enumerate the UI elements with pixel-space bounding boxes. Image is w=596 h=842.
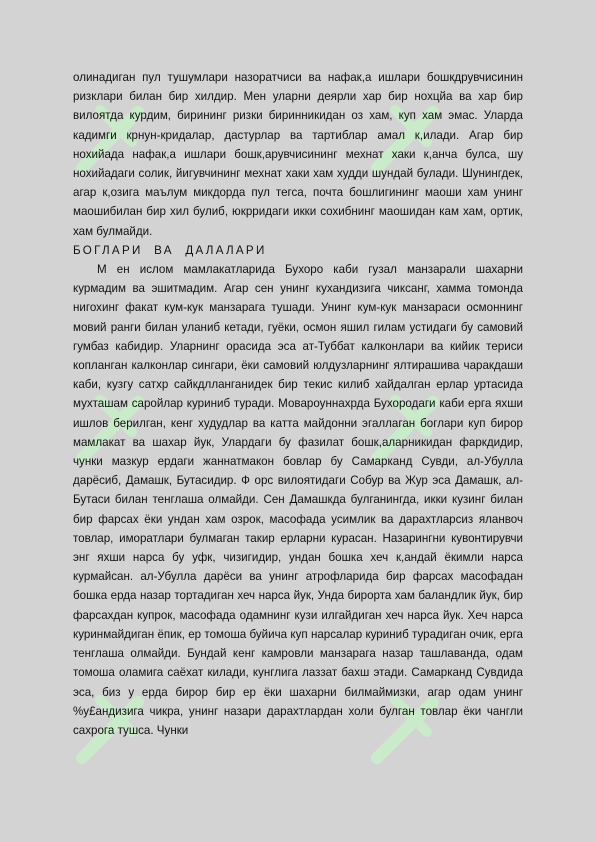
paragraph-2: М ен ислом мамлакатларида Бухоро каби гузал манзарали шахарни курмадим ва эшитмадим. Агар сен унинг кухандизига чиксанг, хамма томонда нигохинг факат кум-кук манзарага тушади. Унинг кум-кук манзараси осмоннинг мовий ранги билан уланиб кетади, гуёки, осмон яшил гилам устидаги бу самовий гумбаз кабидир. Уларнинг орасида эса ат-Туббат калконлари ва кийик териси копланган калконлар сингари, ёки самовий юлдузларнинг ялтирашива чаракдаши каби, кузгу сатхр сайкдлланганидек бир текис килиб хайдалган ерлар уртасида мухташам саройлар куриниб туради. Мовароуннахрда Бухородаги каби ерга яхши ишлов берилган, кенг худудлар ва катта майдонни эгаллаган боглари куп бирор мамлакат ва шахар йук, Улардаги бу фазилат бошк,аларникидан фаркдидир, чунки мазкур ердаги жаннатмакон бовлар бу Самарканд Сувди, ал-Убулла дарёсиб, Дамашк, Бутасидир. Ф орс вилоятидаги Собур ва Жур эса Дамашк, ал-Бутаси билан тенглаша олмайди. Сен Дамашкда булганингда, икки кузинг билан бир фарсах ёки ундан хам озрок, масофада усимлик ва дарахтларсиз яланвоч товлар, иморатлари булмаган такир ерларни курасан. Назарингни кувонтирувчи энг яхши нарса бу уфк, чизигидир, ундан бошка хеч к,андай ёкимли нарса курмайсан. ал-Убулла дарёси ва унинг атрофларида бир фарсах масофадан бошка ерда назар тортадиган хеч нарса йук, Унда бирорта хам баландлик йук, бир фарсахдан купрок, масофада одамнинг кузи илгайдиган хеч нарса йук. Хеч нарса куринмайдиган ёпик, ер томоша буйича куп нарсалар куриниб турадиган очик, ерга тенглаша олмайди. Бундай кенг камровли манзарага назар ташлаванда, одам томоша оламига саёхат килади, кунглига лаззат бахш этади. Самарканд Сувдида эса, биз у ерда бирор бир ер ёки шахарни билмаймизки, агар одам унинг %у£андизига чикра, унинг назари дарахтлардан холи булган товлар ёки чангли сахрога тушса. Чунки <box>73 263 523 737</box>
section-heading: БОГЛАРИ ВА ДАЛАЛАРИ <box>73 243 267 257</box>
paragraph-1: олинадиган пул тушумлари назоратчиси ва нафак,а ишлари бошкдрувчисинин ризклари билан бир хилдир. Мен уларни деярли хар бир нохцйа ва хар бир вилоятда курдим, бирининг ризки биринникидан оз хам, куп хам эмас. Уларда кадимги крнун-кридалар, дастурлар ва тартиблар амал к,илади. Агар бир нохийада нафак,а ишлари бошк,арувчисининг мехнат хаки к,анча булса, шу нохийадаги солик, йигувчининг мехнат хаки хам худди шундай булади. Шунингдек, агар к,озига маълум микдорда пул тегса, почта бошлигининг маоши хам унинг маошибилан бир хил булиб, юкрридаги икки сохибнинг маошидан кам хам, ортик, хам булмайди. <box>73 71 523 238</box>
document-body <box>73 68 523 740</box>
